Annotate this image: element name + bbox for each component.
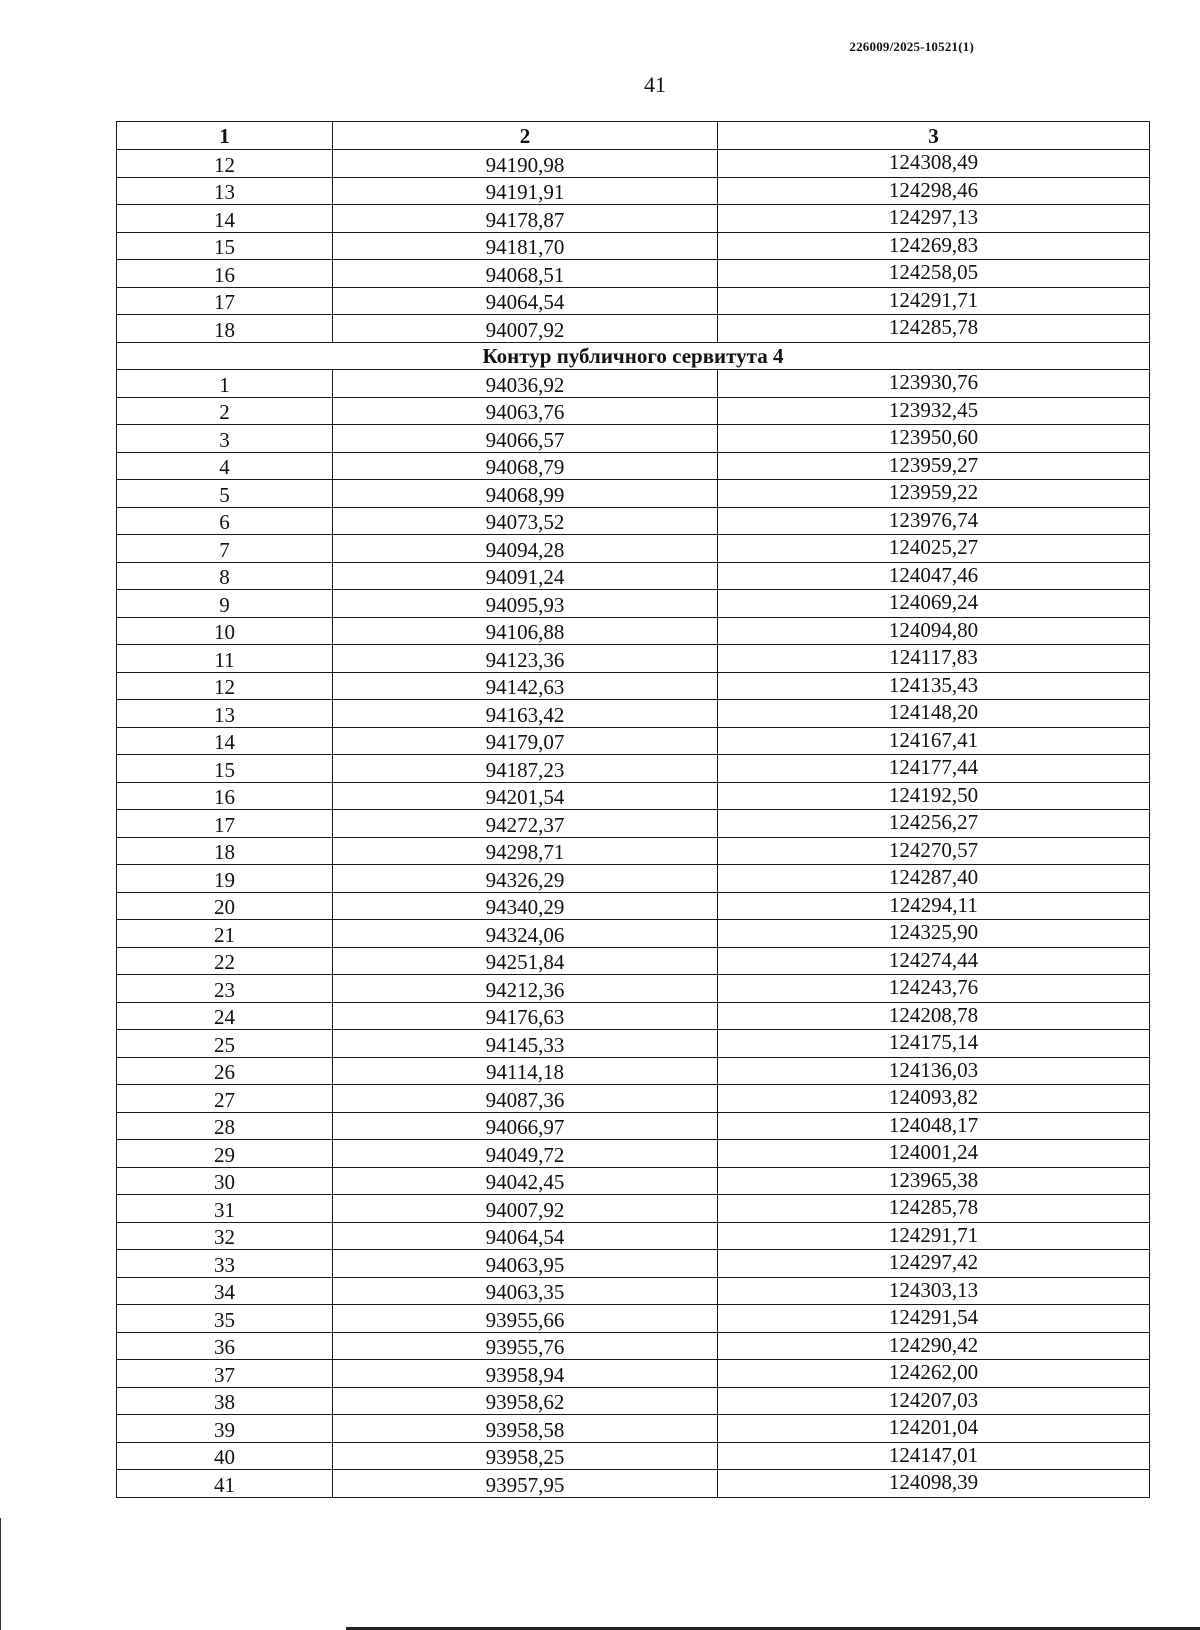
header-cell-1: 1 [117, 122, 333, 150]
x-coordinate-cell: 93958,58 [333, 1415, 718, 1443]
table-row [117, 645, 1150, 673]
point-number-cell: 8 [117, 562, 333, 590]
y-coordinate-cell: 123930,76 [718, 370, 1150, 398]
table-row [117, 782, 1150, 810]
point-number-cell: 14 [117, 205, 333, 233]
point-number-cell: 14 [117, 727, 333, 755]
table-row [117, 232, 1150, 260]
point-number-cell: 4 [117, 452, 333, 480]
table-row [117, 700, 1150, 728]
point-number-cell: 12 [117, 672, 333, 700]
point-number-cell: 3 [117, 425, 333, 453]
x-coordinate-cell: 94042,45 [333, 1167, 718, 1195]
point-number-cell: 9 [117, 590, 333, 618]
x-coordinate-cell: 94106,88 [333, 617, 718, 645]
y-coordinate-cell: 124208,78 [718, 1002, 1150, 1030]
point-number-cell: 23 [117, 975, 333, 1003]
page-number: 41 [644, 72, 666, 97]
point-number-cell: 16 [117, 782, 333, 810]
x-coordinate-cell: 94324,06 [333, 920, 718, 948]
point-number-cell: 7 [117, 535, 333, 563]
y-coordinate-cell: 124136,03 [718, 1057, 1150, 1085]
section-row [117, 342, 1150, 370]
x-coordinate-cell: 94190,98 [333, 150, 718, 178]
point-number-cell: 18 [117, 837, 333, 865]
table-row [117, 975, 1150, 1003]
y-coordinate-cell: 124048,17 [718, 1112, 1150, 1140]
point-number-cell: 40 [117, 1442, 333, 1470]
table-row [117, 920, 1150, 948]
y-coordinate-cell: 124285,78 [718, 1195, 1150, 1223]
point-number-cell: 39 [117, 1415, 333, 1443]
y-coordinate-cell: 124287,40 [718, 865, 1150, 893]
point-number-cell: 24 [117, 1002, 333, 1030]
x-coordinate-cell: 94114,18 [333, 1057, 718, 1085]
table-row [117, 865, 1150, 893]
table-row [117, 1470, 1150, 1498]
x-coordinate-cell: 93958,62 [333, 1387, 718, 1415]
y-coordinate-cell: 124298,46 [718, 177, 1150, 205]
y-coordinate-cell: 124117,83 [718, 645, 1150, 673]
y-coordinate-cell: 124025,27 [718, 535, 1150, 563]
point-number-cell: 16 [117, 260, 333, 288]
x-coordinate-cell: 94068,79 [333, 452, 718, 480]
y-coordinate-cell: 124291,71 [718, 1222, 1150, 1250]
y-coordinate-cell: 124148,20 [718, 700, 1150, 728]
y-coordinate-cell: 124325,90 [718, 920, 1150, 948]
scan-edge-line [0, 1518, 1, 1630]
x-coordinate-cell: 94091,24 [333, 562, 718, 590]
x-coordinate-cell: 94326,29 [333, 865, 718, 893]
point-number-cell: 38 [117, 1387, 333, 1415]
point-number-cell: 26 [117, 1057, 333, 1085]
y-coordinate-cell: 124094,80 [718, 617, 1150, 645]
point-number-cell: 11 [117, 645, 333, 673]
table-header-row [117, 122, 1150, 150]
point-number-cell: 17 [117, 810, 333, 838]
x-coordinate-cell: 94063,76 [333, 397, 718, 425]
table-row [117, 1277, 1150, 1305]
x-coordinate-cell: 94272,37 [333, 810, 718, 838]
y-coordinate-cell: 124207,03 [718, 1387, 1150, 1415]
table-row [117, 562, 1150, 590]
table-row [117, 1195, 1150, 1223]
table-row [117, 507, 1150, 535]
point-number-cell: 2 [117, 397, 333, 425]
x-coordinate-cell: 94212,36 [333, 975, 718, 1003]
header-cell-2: 2 [333, 122, 718, 150]
y-coordinate-cell: 124047,46 [718, 562, 1150, 590]
x-coordinate-cell: 94179,07 [333, 727, 718, 755]
point-number-cell: 15 [117, 755, 333, 783]
point-number-cell: 13 [117, 700, 333, 728]
y-coordinate-cell: 124274,44 [718, 947, 1150, 975]
y-coordinate-cell: 123965,38 [718, 1167, 1150, 1195]
table-row [117, 452, 1150, 480]
table-row [117, 535, 1150, 563]
table-row [117, 370, 1150, 398]
x-coordinate-cell: 94298,71 [333, 837, 718, 865]
x-coordinate-cell: 94145,33 [333, 1030, 718, 1058]
y-coordinate-cell: 124294,11 [718, 892, 1150, 920]
table-row [117, 892, 1150, 920]
document-id: 226009/2025-10521(1) [849, 39, 974, 54]
x-coordinate-cell: 94007,92 [333, 1195, 718, 1223]
point-number-cell: 41 [117, 1470, 333, 1498]
x-coordinate-cell: 94064,54 [333, 1222, 718, 1250]
y-coordinate-cell: 124297,13 [718, 205, 1150, 233]
point-number-cell: 32 [117, 1222, 333, 1250]
table-row [117, 1085, 1150, 1113]
table-row [117, 205, 1150, 233]
point-number-cell: 34 [117, 1277, 333, 1305]
x-coordinate-cell: 94123,36 [333, 645, 718, 673]
y-coordinate-cell: 124270,57 [718, 837, 1150, 865]
x-coordinate-cell: 93955,66 [333, 1305, 718, 1333]
point-number-cell: 30 [117, 1167, 333, 1195]
point-number-cell: 15 [117, 232, 333, 260]
y-coordinate-cell: 124262,00 [718, 1360, 1150, 1388]
table-row [117, 1030, 1150, 1058]
point-number-cell: 36 [117, 1332, 333, 1360]
table-row [117, 1140, 1150, 1168]
table-row [117, 727, 1150, 755]
y-coordinate-cell: 124308,49 [718, 150, 1150, 178]
table-row [117, 1167, 1150, 1195]
x-coordinate-cell: 94066,97 [333, 1112, 718, 1140]
y-coordinate-cell: 124297,42 [718, 1250, 1150, 1278]
y-coordinate-cell: 124291,54 [718, 1305, 1150, 1333]
y-coordinate-cell: 124269,83 [718, 232, 1150, 260]
point-number-cell: 1 [117, 370, 333, 398]
table-row [117, 480, 1150, 508]
x-coordinate-cell: 94094,28 [333, 535, 718, 563]
table-row [117, 947, 1150, 975]
table-row [117, 837, 1150, 865]
point-number-cell: 10 [117, 617, 333, 645]
table-row [117, 617, 1150, 645]
table-row [117, 260, 1150, 288]
x-coordinate-cell: 94251,84 [333, 947, 718, 975]
point-number-cell: 18 [117, 315, 333, 343]
table-row [117, 1305, 1150, 1333]
table-row [117, 425, 1150, 453]
x-coordinate-cell: 94163,42 [333, 700, 718, 728]
point-number-cell: 12 [117, 150, 333, 178]
y-coordinate-cell: 124258,05 [718, 260, 1150, 288]
point-number-cell: 28 [117, 1112, 333, 1140]
x-coordinate-cell: 94007,92 [333, 315, 718, 343]
x-coordinate-cell: 94073,52 [333, 507, 718, 535]
table-body [117, 122, 1150, 1498]
point-number-cell: 19 [117, 865, 333, 893]
x-coordinate-cell: 94191,91 [333, 177, 718, 205]
point-number-cell: 22 [117, 947, 333, 975]
y-coordinate-cell: 124093,82 [718, 1085, 1150, 1113]
x-coordinate-cell: 94181,70 [333, 232, 718, 260]
point-number-cell: 33 [117, 1250, 333, 1278]
y-coordinate-cell: 124291,71 [718, 287, 1150, 315]
y-coordinate-cell: 124069,24 [718, 590, 1150, 618]
table-row [117, 1057, 1150, 1085]
x-coordinate-cell: 94201,54 [333, 782, 718, 810]
point-number-cell: 37 [117, 1360, 333, 1388]
table-row [117, 177, 1150, 205]
table-row [117, 1415, 1150, 1443]
table-row [117, 1112, 1150, 1140]
y-coordinate-cell: 124285,78 [718, 315, 1150, 343]
point-number-cell: 35 [117, 1305, 333, 1333]
y-coordinate-cell: 124001,24 [718, 1140, 1150, 1168]
section-title: Контур публичного сервитута 4 [117, 342, 1150, 370]
y-coordinate-cell: 124135,43 [718, 672, 1150, 700]
table-row [117, 1332, 1150, 1360]
table-row [117, 315, 1150, 343]
y-coordinate-cell: 123950,60 [718, 425, 1150, 453]
x-coordinate-cell: 93958,25 [333, 1442, 718, 1470]
point-number-cell: 31 [117, 1195, 333, 1223]
point-number-cell: 5 [117, 480, 333, 508]
table-row [117, 150, 1150, 178]
table-row [117, 397, 1150, 425]
point-number-cell: 25 [117, 1030, 333, 1058]
y-coordinate-cell: 124201,04 [718, 1415, 1150, 1443]
x-coordinate-cell: 93958,94 [333, 1360, 718, 1388]
x-coordinate-cell: 94178,87 [333, 205, 718, 233]
table-row [117, 1002, 1150, 1030]
point-number-cell: 20 [117, 892, 333, 920]
y-coordinate-cell: 124167,41 [718, 727, 1150, 755]
table-row [117, 1360, 1150, 1388]
table-row [117, 755, 1150, 783]
x-coordinate-cell: 94063,35 [333, 1277, 718, 1305]
y-coordinate-cell: 124098,39 [718, 1470, 1150, 1498]
x-coordinate-cell: 94066,57 [333, 425, 718, 453]
y-coordinate-cell: 124192,50 [718, 782, 1150, 810]
x-coordinate-cell: 94087,36 [333, 1085, 718, 1113]
y-coordinate-cell: 124290,42 [718, 1332, 1150, 1360]
x-coordinate-cell: 94142,63 [333, 672, 718, 700]
table-row [117, 1250, 1150, 1278]
y-coordinate-cell: 123976,74 [718, 507, 1150, 535]
x-coordinate-cell: 94176,63 [333, 1002, 718, 1030]
x-coordinate-cell: 93955,76 [333, 1332, 718, 1360]
point-number-cell: 21 [117, 920, 333, 948]
x-coordinate-cell: 94068,99 [333, 480, 718, 508]
table-row [117, 287, 1150, 315]
y-coordinate-cell: 124177,44 [718, 755, 1150, 783]
y-coordinate-cell: 124175,14 [718, 1030, 1150, 1058]
table-row [117, 590, 1150, 618]
y-coordinate-cell: 124256,27 [718, 810, 1150, 838]
x-coordinate-cell: 94095,93 [333, 590, 718, 618]
table-row [117, 1222, 1150, 1250]
x-coordinate-cell: 94064,54 [333, 287, 718, 315]
table-row [117, 810, 1150, 838]
table-row [117, 1387, 1150, 1415]
x-coordinate-cell: 94068,51 [333, 260, 718, 288]
x-coordinate-cell: 93957,95 [333, 1470, 718, 1498]
y-coordinate-cell: 124243,76 [718, 975, 1150, 1003]
point-number-cell: 13 [117, 177, 333, 205]
y-coordinate-cell: 124303,13 [718, 1277, 1150, 1305]
y-coordinate-cell: 124147,01 [718, 1442, 1150, 1470]
x-coordinate-cell: 94049,72 [333, 1140, 718, 1168]
point-number-cell: 29 [117, 1140, 333, 1168]
point-number-cell: 17 [117, 287, 333, 315]
x-coordinate-cell: 94340,29 [333, 892, 718, 920]
x-coordinate-cell: 94063,95 [333, 1250, 718, 1278]
x-coordinate-cell: 94187,23 [333, 755, 718, 783]
table-row [117, 672, 1150, 700]
y-coordinate-cell: 123959,27 [718, 452, 1150, 480]
point-number-cell: 27 [117, 1085, 333, 1113]
coordinates-table [116, 121, 1150, 1498]
y-coordinate-cell: 123959,22 [718, 480, 1150, 508]
table-row [117, 1442, 1150, 1470]
point-number-cell: 6 [117, 507, 333, 535]
x-coordinate-cell: 94036,92 [333, 370, 718, 398]
y-coordinate-cell: 123932,45 [718, 397, 1150, 425]
header-cell-3: 3 [718, 122, 1150, 150]
